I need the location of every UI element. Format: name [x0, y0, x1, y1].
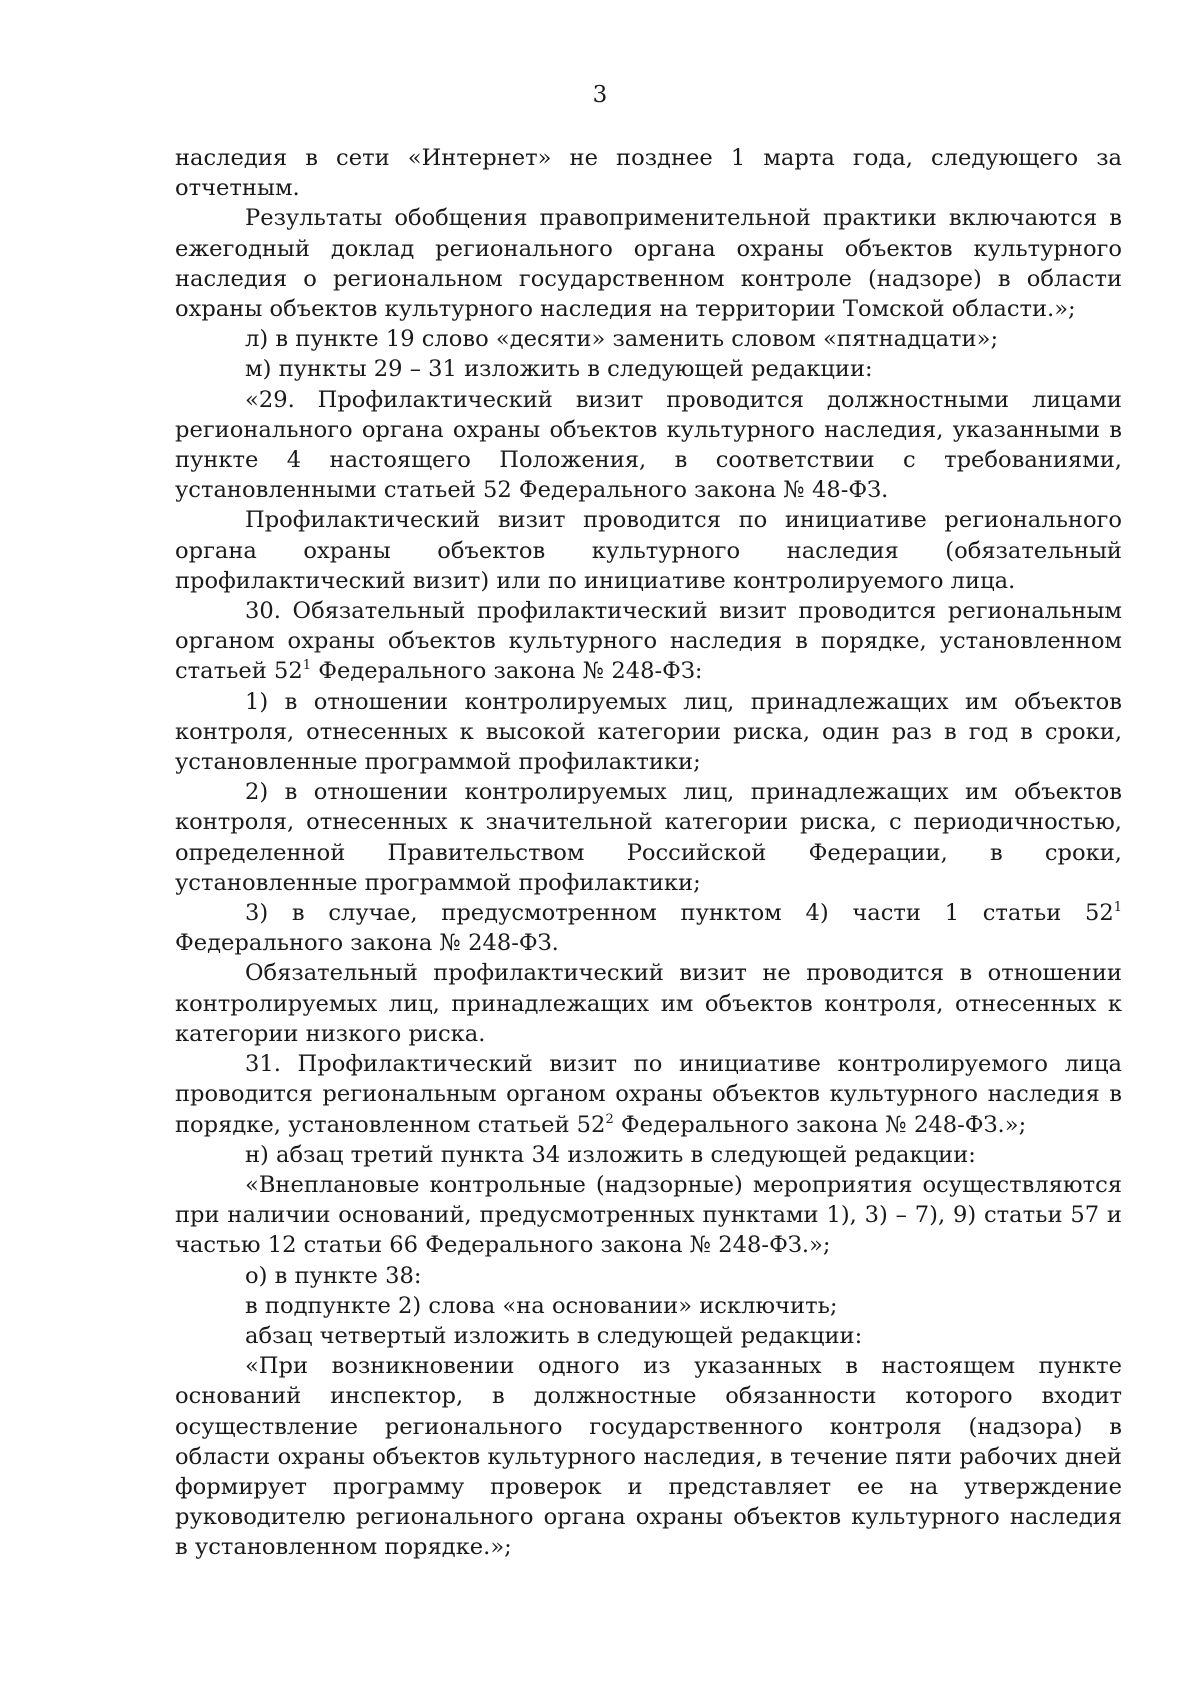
paragraph-2: Результаты обобщения правоприменительной практики включаются в ежегодный доклад регионального органа охраны объектов культурного наследия о региональном государственном контроле (надзоре) в области охраны объектов культурного наследия на территории Томской области.»; [175, 205, 1122, 323]
paragraph-18: «При возникновении одного из указанных в настоящем пункте оснований инспектор, в должностные обязанности которого входит осуществление регионального государственного контроля (надзора) в области охраны объектов культурного наследия, в течение пяти рабочих дней формирует программу проверок и представляет ее на утверждение руководителю регионального органа охраны объектов культурного наследия в установленном порядке.»; [175, 1353, 1122, 1561]
paragraph-5: «29. Профилактический визит проводится должностными лицами регионального органа охраны объектов культурного наследия, указанными в пункте 4 настоящего Положения, в соответствии с требованиями, установленными статьей 52 Федерального закона № 48-ФЗ. [175, 386, 1122, 504]
superscript: 1 [1113, 900, 1122, 916]
paragraph-10: 3) в случае, предусмотренном пунктом 4) части 1 статьи $52^1$ Федерального закона № 248-ФЗ. [175, 900, 1122, 957]
paragraph-7: 30. Обязательный профилактический визит проводится региональным органом охраны объектов культурного наследия в порядке, установленном статьей $52^1$ Федерального закона № 248-ФЗ: [175, 598, 1122, 685]
paragraph-15: о) в пункте 38: [245, 1262, 422, 1289]
paragraph-12: 31. Профилактический визит по инициативе контролируемого лица проводится региональным органом охраны объектов культурного наследия в порядке, установленном статьей $52^2$ Федерального закона № 248-ФЗ.»; [175, 1051, 1122, 1138]
paragraph-8: 1) в отношении контролируемых лиц, принадлежащих им объектов контроля, отнесенных к высокой категории риска, один раз в год в сроки, установленные программой профилактики; [175, 688, 1122, 776]
paragraph-13: н) абзац третий пункта 34 изложить в следующей редакции: [245, 1141, 976, 1168]
superscript: 1 [302, 658, 312, 674]
paragraph-1: наследия в сети «Интернет» не позднее 1 марта года, следующего за отчетным. [175, 145, 1122, 202]
paragraph-14: «Внеплановые контрольные (надзорные) мероприятия осуществляются при наличии оснований, предусмотренных пунктами 1), 3) – 7), 9) статьи 57 и частью 12 статьи 66 Федерального закона № 248-ФЗ.»; [175, 1171, 1122, 1259]
document-body [175, 143, 1122, 1563]
paragraph-3: л) в пункте 19 слово «десяти» заменить словом «пятнадцати»; [245, 326, 999, 353]
superscript: 2 [605, 1111, 614, 1127]
paragraph-17: абзац четвертый изложить в следующей редакции: [245, 1322, 863, 1349]
paragraph-6: Профилактический визит проводится по инициативе регионального органа охраны объектов культурного наследия (обязательный профилактический визит) или по инициативе контролируемого лица. [175, 507, 1122, 594]
page-number: 3 [592, 82, 608, 108]
paragraph-16: в подпункте 2) слова «на основании» исключить; [245, 1292, 838, 1319]
paragraph-4: м) пункты 29 – 31 изложить в следующей редакции: [245, 356, 873, 383]
paragraph-11: Обязательный профилактический визит не проводится в отношении контролируемых лиц, принадлежащих им объектов контроля, отнесенных к категории низкого риска. [175, 960, 1122, 1047]
paragraph-9: 2) в отношении контролируемых лиц, принадлежащих им объектов контроля, отнесенных к значительной категории риска, с периодичностью, определенной Правительством Российской Федерации, в сроки, установленные программой профилактики; [175, 779, 1122, 896]
